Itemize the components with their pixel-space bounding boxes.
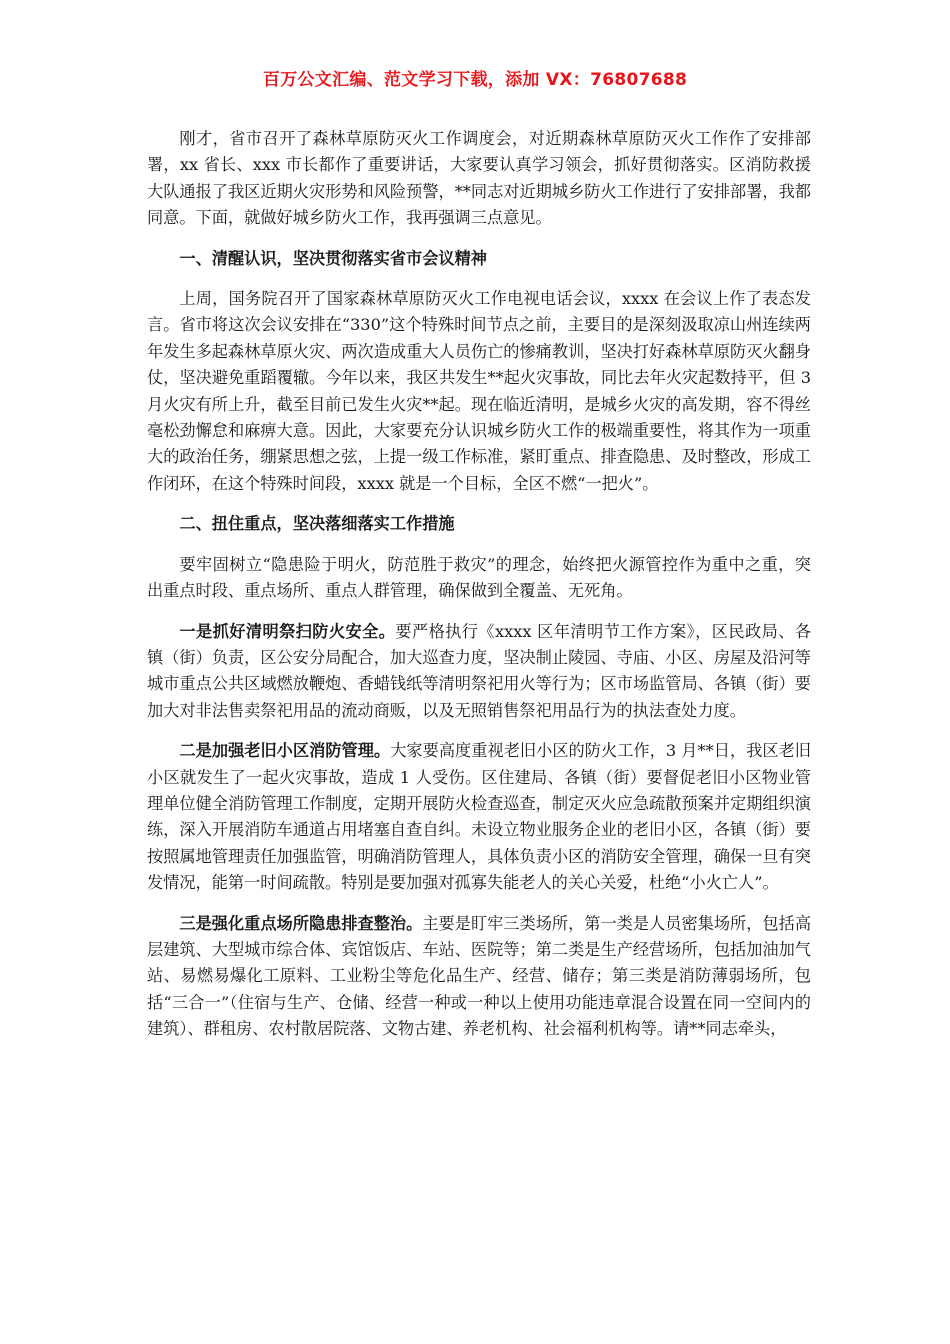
item-1-paragraph xyxy=(147,619,811,725)
item-3-body: 主要是盯牢三类场所，第一类是人员密集场所，包括高层建筑、大型城市综合体、宾馆饭店、车站、医院等；第二类是生产经营场所，包括加油加气站、易燃易爆化工原料、工业粉尘等危化品生产、经营、储存；第三类是消防薄弱场所，包括“三合一”（住宿与生产、仓储、经营一种或一种以上使用功能违章混合设置在同一空间内的建筑）、群租房、农村散居院落、文物古建、养老机构、社会福利机构等。请**同志牵头， xyxy=(147,913,812,1039)
section-2-heading: 二、扭住重点，坚决落细落实工作措施 xyxy=(179,514,455,534)
item-3-lead: 三是强化重点场所隐患排查整治。 xyxy=(179,913,423,933)
document-body xyxy=(147,126,811,1057)
item-1-body: 要严格执行《xxxx 区年清明节工作方案》，区民政局、各镇（街）负责，区公安分局配合，加大巡查力度，坚决制止陵园、寺庙、小区、房屋及沿河等城市重点公共区域燃放鞭炮、香蜡钱纸等清明祭祀用火等行为；区市场监管局、各镇（街）要加大对非法售卖祭祀用品的流动商贩，以及无照销售祭祀用品行为的执法查处力度。 xyxy=(147,621,812,720)
item-2-body: 大家要高度重视老旧小区的防火工作，3 月**日，我区老旧小区就发生了一起火灾事故，造成 1 人受伤。区住建局、各镇（街）要督促老旧小区物业管理单位健全消防管理工作制度，定期开展防火检查巡查，制定灭火应急疏散预案并定期组织演练，深入开展消防车通道占用堵塞自查自纠。未设立物业服务企业的老旧小区，各镇（街）要按照属地管理责任加强监管，明确消防管理人，具体负责小区的消防安全管理，确保一旦有突发情况，能第一时间疏散。特别是要加强对孤寡失能老人的关心关爱，杜绝“小火亡人”。 xyxy=(147,741,811,893)
item-1-lead: 一是抓好清明祭扫防火安全。 xyxy=(179,621,396,641)
intro-paragraph: 刚才，省市召开了森林草原防灭火工作调度会，对近期森林草原防灭火工作作了安排部署，xx 省长、xxx 市长都作了重要讲话，大家要认真学习领会，抓好贯彻落实。区消防救援大队通报了我区近期火灾形势和风险预警，**同志对近期城乡防火工作进行了安排部署，我都同意。下面，就做好城乡防火工作，我再强调三点意见。 xyxy=(147,129,811,228)
item-3-paragraph xyxy=(147,911,811,1043)
section-1-heading: 一、清醒认识，坚决贯彻落实省市会议精神 xyxy=(179,248,487,268)
item-2-paragraph xyxy=(147,738,811,896)
item-2-lead: 二是加强老旧小区消防管理。 xyxy=(179,741,391,761)
section-2-paragraph: 要牢固树立“隐患险于明火，防范胜于救灾”的理念，始终把火源管控作为重中之重，突出重点时段、重点场所、重点人群管理，确保做到全覆盖、无死角。 xyxy=(147,554,811,601)
header-banner: 百万公文汇编、范文学习下载，添加 VX：76807688 xyxy=(262,70,688,90)
section-1-paragraph: 上周，国务院召开了国家森林草原防灭火工作电视电话会议，xxxx 在会议上作了表态发言。省市将这次会议安排在“330”这个特殊时间节点之前，主要目的是深刻汲取凉山州连续两年发生多起森林草原火灾、两次造成重大人员伤亡的惨痛教训，坚决打好森林草原防灭火翻身仗，坚决避免重蹈覆辙。今年以来，我区共发生**起火灾事故，同比去年火灾起数持平，但 3 月火灾有所上升，截至目前已发生火灾**起。现在临近清明，是城乡火灾的高发期，容不得丝毫松劲懈怠和麻痹大意。因此，大家要充分认识城乡防火工作的极端重要性，将其作为一项重大的政治任务，绷紧思想之弦，上提一级工作标准，紧盯重点、排查隐患、及时整改，形成工作闭环，在这个特殊时间段，xxxx 就是一个目标，全区不燃“一把火”。 xyxy=(147,289,811,493)
